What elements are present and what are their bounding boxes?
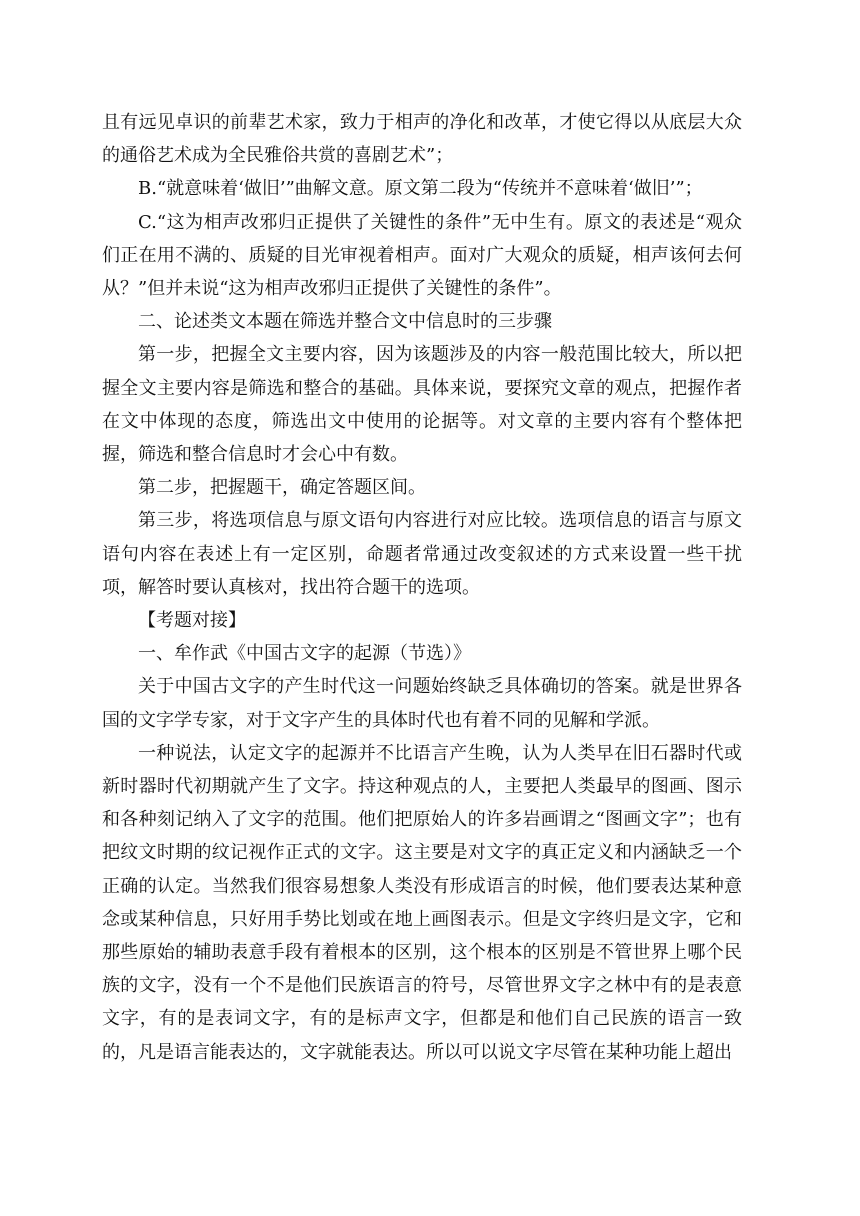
step-two-paragraph: 第二步，把握题干，确定答题区间。 <box>138 477 426 499</box>
step-one-paragraph: 第一步，把握全文主要内容，因为该题涉及的内容一般范围比较大，所以把握全文主要内容是筛选和整合的基础。具体来说，要探究文章的观点，把握作者在文中体现的态度，筛选出文中使用的论据等。对文章的主要内容有个整体把握，筛选和整合信息时才会心中有数。 <box>102 344 742 466</box>
article-paragraph-1: 关于中国古文字的产生时代这一问题始终缺乏具体确切的答案。就是世界各国的文字学专家，对于文字产生的具体时代也有着不同的见解和学派。 <box>102 676 742 731</box>
continued-paragraph: 且有远见卓识的前辈艺术家，致力于相声的净化和改革，才使它得以从底层大众的通俗艺术成为全民雅俗共赏的喜剧艺术”； <box>102 112 742 167</box>
option-c-analysis: C.“这为相声改邪归正提供了关键性的条件”无中生有。原文的表述是“观众们正在用不满的、质疑的目光审视着相声。面对广大观众的质疑，相声该何去何从？”但并未说“这为相声改邪归正提供了关键性的条件”。 <box>102 211 742 300</box>
article-title: 一、牟作武《中国古文字的起源（节选）》 <box>138 643 471 665</box>
section-heading-three-steps: 二、论述类文本题在筛选并整合文中信息时的三步骤 <box>138 311 552 333</box>
article-paragraph-2: 一种说法，认定文字的起源并不比语言产生晚，认为人类早在旧石器时代或新时器时代初期就产生了文字。持这种观点的人，主要把人类最早的图画、图示和各种刻记纳入了文字的范围。他们把原始人的许多岩画谓之“图画文字”；也有把纹文时期的纹记视作正式的文字。这主要是对文字的真正定义和内涵缺乏一个正确的认定。当然我们很容易想象人类没有形成语言的时候，他们要表达某种意念或某种信息，只好用手势比划或在地上画图表示。但是文字终归是文字，它和那些原始的辅助表意手段有着根本的区别，这个根本的区别是不管世界上哪个民族的文字，没有一个不是他们民族语言的符号，尽管世界文字之林中有的是表意文字，有的是表词文字，有的是标声文字，但都是和他们自己民族的语言一致的，凡是语言能表达的，文字就能表达。所以可以说文字尽管在某种功能上超出 <box>102 742 742 1063</box>
option-b-analysis: B.“就意味着‘做旧’”曲解文意。原文第二段为“传统并不意味着‘做旧’”； <box>138 178 703 200</box>
document-body <box>102 106 742 1069</box>
exam-connection-heading: 【考题对接】 <box>138 610 246 632</box>
step-three-paragraph: 第三步，将选项信息与原文语句内容进行对应比较。选项信息的语言与原文语句内容在表述上有一定区别，命题者常通过改变叙述的方式来设置一些干扰项，解答时要认真核对，找出符合题干的选项。 <box>102 510 742 598</box>
